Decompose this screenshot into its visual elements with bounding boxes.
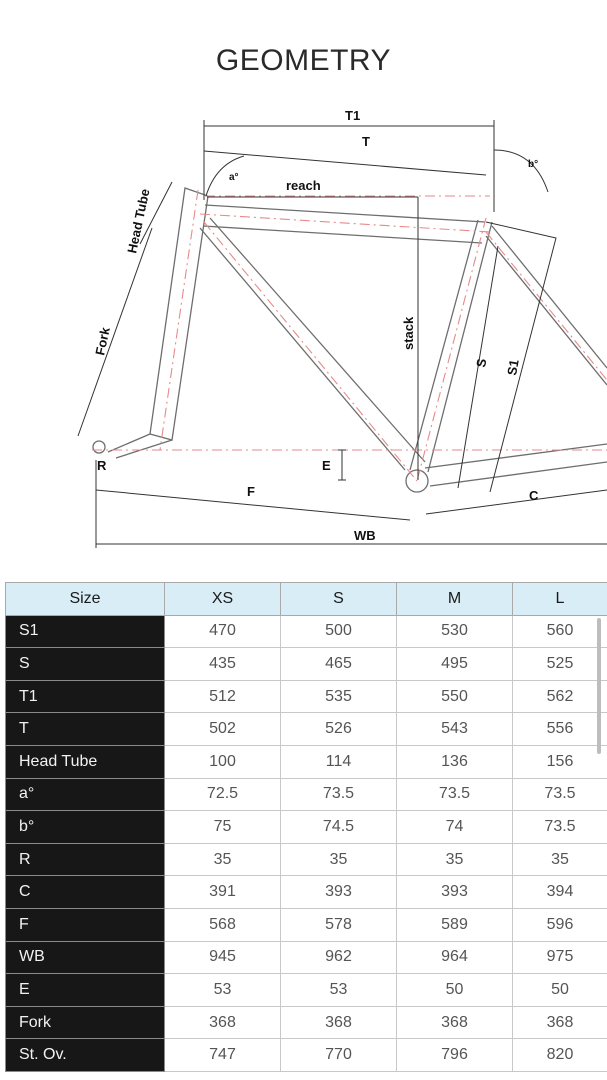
page-title: GEOMETRY	[215, 44, 392, 77]
cell-value: 73.5	[281, 778, 397, 811]
cell-value: 136	[397, 745, 513, 778]
cell-value: 589	[397, 908, 513, 941]
header-s: S	[281, 583, 397, 616]
cell-value: 525	[513, 648, 607, 681]
cell-value: 35	[281, 843, 397, 876]
cell-value: 502	[165, 713, 281, 746]
head-tube-outline	[150, 188, 208, 440]
cell-value: 550	[397, 680, 513, 713]
cell-value: 394	[513, 876, 607, 909]
cell-value: 530	[397, 615, 513, 648]
table-row	[6, 843, 607, 876]
cell-value: 495	[397, 648, 513, 681]
top-tube-outline	[203, 205, 485, 243]
row-label: T1	[6, 680, 165, 713]
cell-value: 393	[281, 876, 397, 909]
cell-value: 35	[513, 843, 607, 876]
cell-value: 560	[513, 615, 607, 648]
c-dimension	[426, 490, 607, 514]
label-r: R	[97, 458, 107, 473]
stay-centerline	[486, 232, 607, 380]
cell-value: 74	[397, 811, 513, 844]
label-stack: stack	[401, 316, 416, 350]
table-row	[6, 876, 607, 909]
label-head-tube: Head Tube	[124, 187, 153, 255]
label-f: F	[247, 484, 255, 499]
front-axle	[93, 441, 105, 453]
row-label: S	[6, 648, 165, 681]
cell-value: 543	[397, 713, 513, 746]
e-dimension	[338, 450, 346, 480]
cell-value: 796	[397, 1039, 513, 1072]
table-row	[6, 974, 607, 1007]
table-row	[6, 941, 607, 974]
header-size: Size	[6, 583, 165, 616]
cell-value: 368	[165, 1006, 281, 1039]
cell-value: 74.5	[281, 811, 397, 844]
row-label: S1	[6, 615, 165, 648]
cell-value: 73.5	[513, 811, 607, 844]
cell-value: 75	[165, 811, 281, 844]
cell-value: 962	[281, 941, 397, 974]
label-e: E	[322, 458, 331, 473]
cell-value: 391	[165, 876, 281, 909]
geometry-table	[5, 582, 607, 1072]
table-row	[6, 811, 607, 844]
row-label: St. Ov.	[6, 1039, 165, 1072]
row-label: R	[6, 843, 165, 876]
cell-value: 35	[397, 843, 513, 876]
label-b-angle: b°	[528, 159, 539, 170]
label-c: C	[529, 488, 539, 503]
table-row	[6, 745, 607, 778]
cell-value: 73.5	[397, 778, 513, 811]
cell-value: 156	[513, 745, 607, 778]
t-dimension	[204, 151, 486, 175]
cell-value: 470	[165, 615, 281, 648]
cell-value: 578	[281, 908, 397, 941]
cell-value: 964	[397, 941, 513, 974]
row-label: T	[6, 713, 165, 746]
scrollbar[interactable]	[597, 618, 601, 754]
table-body	[6, 615, 607, 1071]
label-t: T	[362, 134, 370, 149]
t1-dimension	[204, 120, 494, 212]
row-label: a°	[6, 778, 165, 811]
row-label: Fork	[6, 1006, 165, 1039]
cell-value: 368	[397, 1006, 513, 1039]
header-xs: XS	[165, 583, 281, 616]
cell-value: 53	[281, 974, 397, 1007]
b-angle-arc	[494, 150, 548, 192]
table-row	[6, 1039, 607, 1072]
label-a-angle: a°	[229, 172, 239, 183]
cell-value: 747	[165, 1039, 281, 1072]
table-row	[6, 908, 607, 941]
header-m: M	[397, 583, 513, 616]
cell-value: 535	[281, 680, 397, 713]
cell-value: 568	[165, 908, 281, 941]
table-header-row	[6, 583, 607, 616]
row-label: b°	[6, 811, 165, 844]
row-label: C	[6, 876, 165, 909]
cell-value: 820	[513, 1039, 607, 1072]
cell-value: 556	[513, 713, 607, 746]
table-row	[6, 615, 607, 648]
label-s1: S1	[504, 358, 522, 377]
cell-value: 465	[281, 648, 397, 681]
cell-value: 512	[165, 680, 281, 713]
cell-value: 72.5	[165, 778, 281, 811]
table-row	[6, 680, 607, 713]
down-tube-outline	[200, 218, 425, 470]
down-tube-centerline	[204, 222, 417, 481]
cell-value: 100	[165, 745, 281, 778]
cell-value: 526	[281, 713, 397, 746]
cell-value: 500	[281, 615, 397, 648]
cell-value: 393	[397, 876, 513, 909]
label-s: S	[473, 357, 490, 369]
wb-dimension	[96, 460, 607, 548]
cell-value: 596	[513, 908, 607, 941]
table-row	[6, 1006, 607, 1039]
cell-value: 562	[513, 680, 607, 713]
cell-value: 50	[397, 974, 513, 1007]
seat-tube-centerline	[417, 218, 486, 481]
label-wb: WB	[354, 528, 376, 543]
header-l: L	[513, 583, 607, 616]
cell-value: 945	[165, 941, 281, 974]
cell-value: 368	[281, 1006, 397, 1039]
cell-value: 770	[281, 1039, 397, 1072]
row-label: Head Tube	[6, 745, 165, 778]
label-fork: Fork	[92, 325, 113, 357]
top-tube-centerline	[200, 214, 490, 232]
cell-value: 114	[281, 745, 397, 778]
label-reach: reach	[286, 178, 321, 193]
table-row	[6, 713, 607, 746]
row-label: WB	[6, 941, 165, 974]
cell-value: 368	[513, 1006, 607, 1039]
cell-value: 73.5	[513, 778, 607, 811]
row-label: E	[6, 974, 165, 1007]
cell-value: 975	[513, 941, 607, 974]
row-label: F	[6, 908, 165, 941]
table-row	[6, 648, 607, 681]
cell-value: 435	[165, 648, 281, 681]
table-row	[6, 778, 607, 811]
cell-value: 50	[513, 974, 607, 1007]
cell-value: 53	[165, 974, 281, 1007]
label-t1: T1	[345, 108, 361, 123]
seat-tube-outline	[410, 220, 492, 472]
fork-dimension	[78, 228, 152, 436]
cell-value: 35	[165, 843, 281, 876]
